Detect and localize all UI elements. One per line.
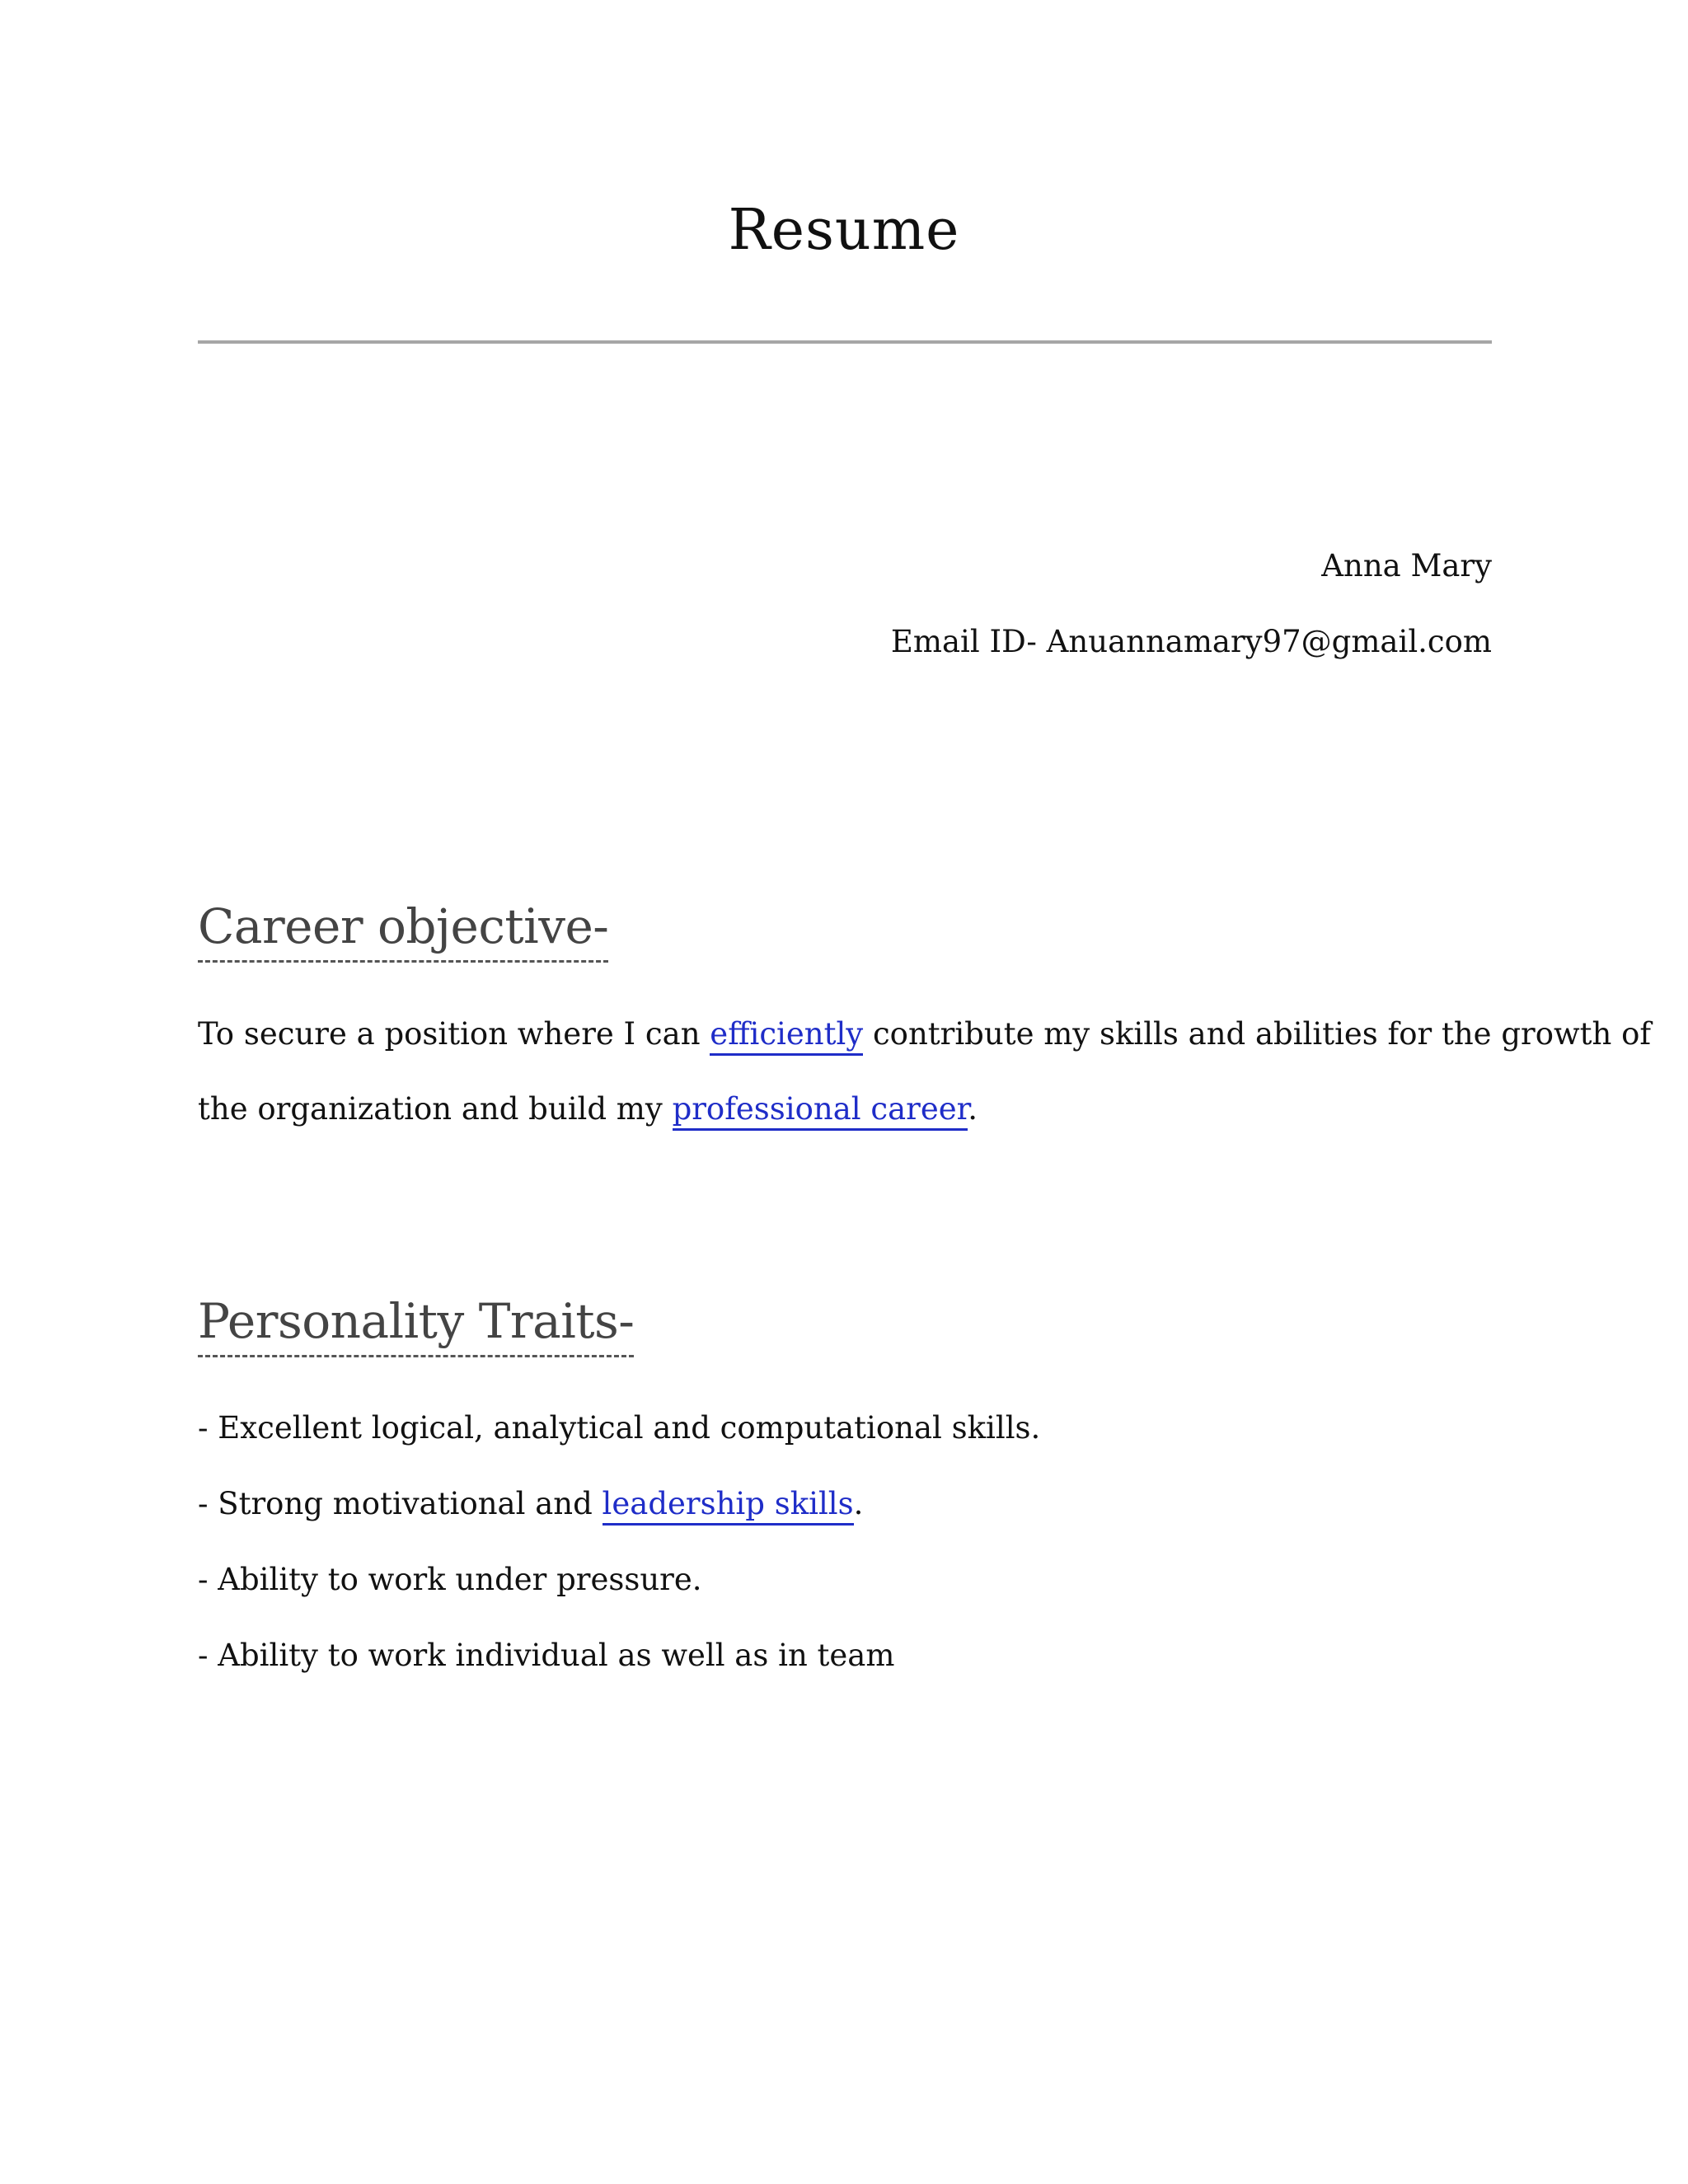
contact-name: Anna Mary: [1321, 548, 1492, 583]
personality-traits-heading: Personality Traits-: [198, 1296, 634, 1357]
trait-item-4: - Ability to work individual as well as in team: [198, 1638, 895, 1673]
efficiently-link[interactable]: efficiently: [710, 1016, 863, 1056]
trait-item-2: [198, 1486, 863, 1521]
contact-email: Email ID- Anuannamary97@gmail.com: [890, 624, 1492, 659]
trait-text-2b: .: [853, 1486, 864, 1521]
trait-text-2a: - Strong motivational and: [198, 1486, 603, 1521]
trait-item-3: - Ability to work under pressure.: [198, 1562, 702, 1597]
career-text-2b: .: [968, 1091, 978, 1127]
trait-item-1: - Excellent logical, analytical and computational skills.: [198, 1410, 1041, 1446]
career-text-2a: the organization and build my: [198, 1091, 673, 1127]
career-objective-line-2: [198, 1091, 978, 1127]
career-objective-line-1: [198, 1016, 1651, 1052]
career-objective-heading: Career objective-: [198, 901, 608, 963]
professional-career-link[interactable]: professional career: [673, 1091, 968, 1131]
page-title: Resume: [728, 198, 960, 263]
career-text-1b: contribute my skills and abilities for the growth of: [863, 1016, 1652, 1052]
title-divider: [198, 340, 1492, 344]
leadership-skills-link[interactable]: leadership skills: [603, 1486, 854, 1526]
career-text-1a: To secure a position where I can: [198, 1016, 710, 1052]
